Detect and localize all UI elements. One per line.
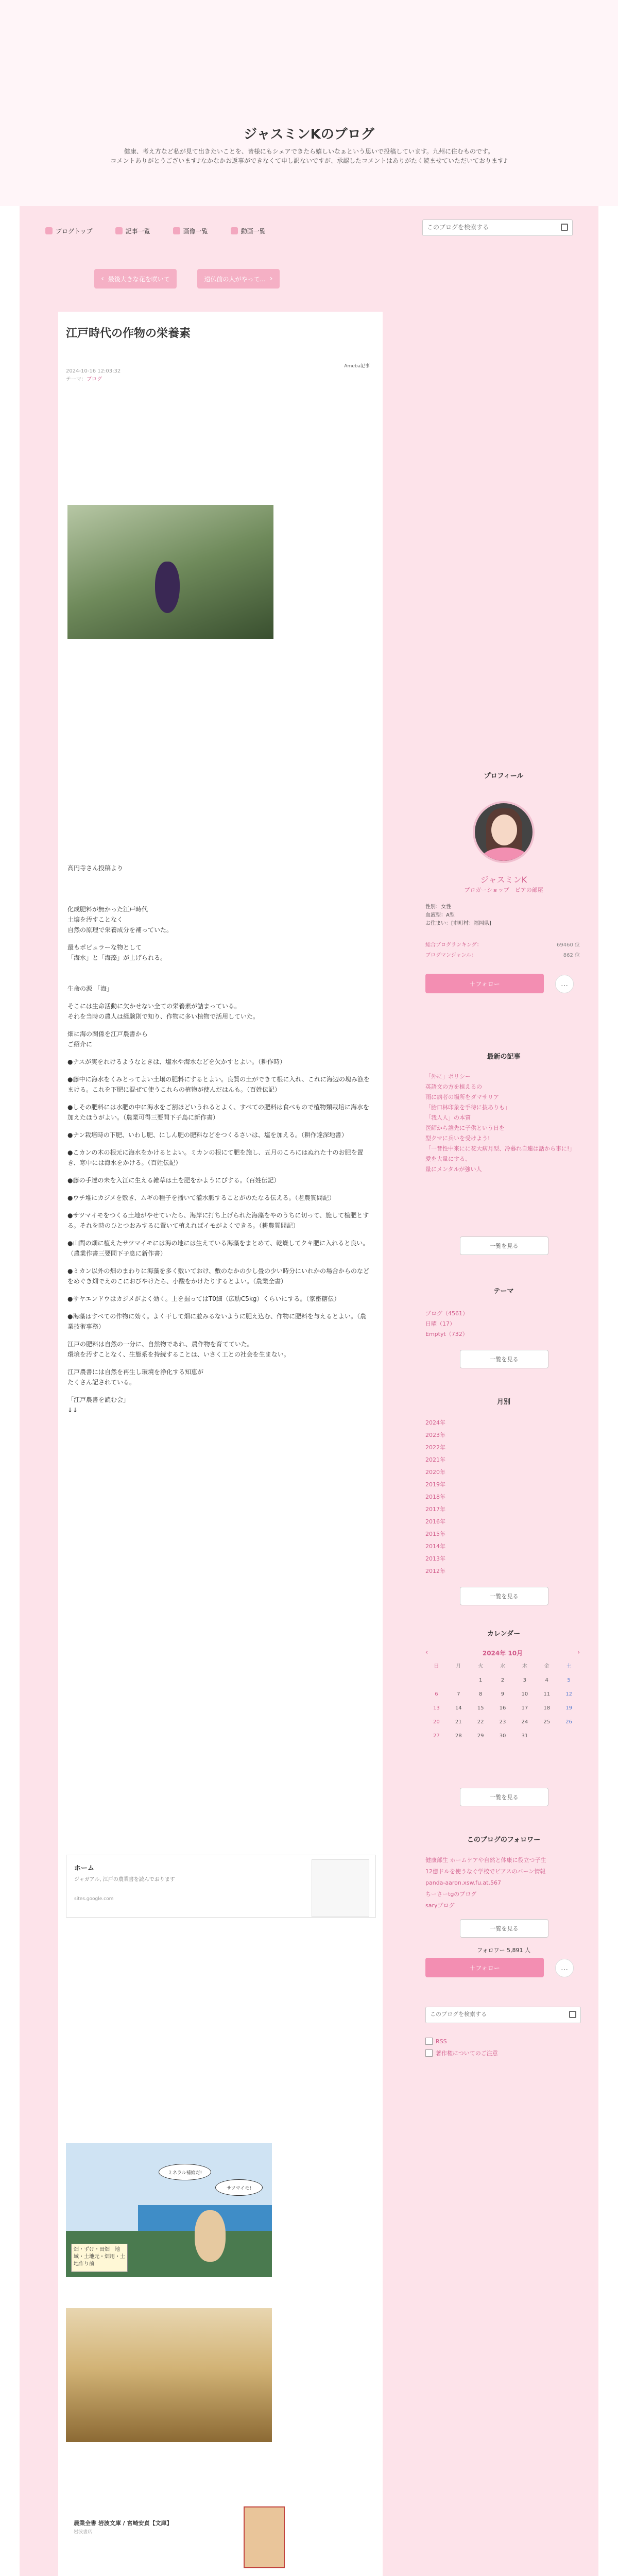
home-icon <box>45 227 53 234</box>
link-card-url: sites.google.com <box>74 1896 114 1902</box>
follower-link[interactable]: 12億ドルを使うなぐ学校でビアスのバーン情報 <box>425 1868 546 1875</box>
calendar-day <box>448 1677 470 1683</box>
theme-more-button[interactable]: 一覧を見る <box>460 1350 548 1368</box>
recent-entry-link[interactable]: 愛を大量にする、 <box>425 1156 471 1162</box>
recent-entries-list <box>425 1072 580 1175</box>
followers-heading: このブログのフォロワー <box>467 1836 541 1844</box>
entry-paragraph: ●藤中に海水をくみとってよい土壌の肥料にするとよい。良質の土ができて根に入れ、これに海辺の塊み漁をまける。これを下肥に混ぜて使うこれらの植物が使んだはんも。（百姓伝記） <box>67 1076 370 1093</box>
nav-label: 画像一覧 <box>183 227 208 235</box>
calendar-month: 2024年 10月 <box>482 1650 523 1657</box>
followers-more-button[interactable]: 一覧を見る <box>460 1919 548 1938</box>
book-publisher: 岩波書店 <box>74 2530 93 2535</box>
entry-tag: Ameba記事 <box>344 364 370 369</box>
entry-paragraph: ●こカンの木の根元に海水をかけるとよい。ミカンの根にて肥を施し、五月のころにはぬれた十のお肥を置き、寒中には海水をかける。（百姓伝記） <box>67 1149 364 1166</box>
sidebar-search-input[interactable] <box>426 2007 568 2022</box>
calendar-weekday: 水 <box>500 1664 505 1669</box>
book-title: 農業全書 岩波文庫 / 宮崎安貞【文庫】 <box>74 2520 173 2527</box>
avatar[interactable] <box>473 801 535 863</box>
calendar-weekday: 木 <box>522 1664 527 1669</box>
calendar-day[interactable]: 30 <box>499 1733 506 1739</box>
entry-paragraph: ●海藻はすべての作物に効く。よく干して畑に並みるないように肥え込む、作物に肥料を与えるとよい。（農業技術事務） <box>67 1313 366 1330</box>
follow-button[interactable]: ＋フォロー <box>425 974 544 993</box>
entry-theme-link[interactable]: ブログ <box>87 377 102 382</box>
calendar-weekday: 日 <box>434 1664 439 1669</box>
archive-year-link[interactable]: 2016年 <box>425 1518 445 1525</box>
entry-paragraph: ●山間の畑に植えたサツマイモには海の地には生えている海藻をまとめて、乾燥してクキ肥に入れると良い。（農業作書三要問下子息に新作書） <box>67 1240 369 1257</box>
archive-heading: 月別 <box>496 1398 510 1406</box>
nav-label: 記事一覧 <box>125 227 150 235</box>
book-cover <box>244 2506 285 2568</box>
entry-paragraph: ●しその肥料には水肥の中に海水をご割ほどいうれるとよく、すべての肥料は食べもので植物類栽培に海水を加えたほうがよい。（農業可得三要問下子島に新作書） <box>67 1104 369 1121</box>
entry-theme-label: テーマ： <box>66 377 87 382</box>
calendar <box>425 1649 580 1739</box>
profile-location: お住まい：[市町村：福岡県] <box>425 921 491 926</box>
calendar-day[interactable]: 26 <box>565 1719 572 1725</box>
calendar-day[interactable]: 9 <box>501 1691 505 1697</box>
calendar-day[interactable]: 6 <box>435 1691 438 1697</box>
entry-paragraph: 「江戸農書を読む会」 ↓↓ <box>67 1396 130 1414</box>
follower-count: フォロワー 5,891 人 <box>477 1947 530 1954</box>
follower-link[interactable]: saryブログ <box>425 1902 455 1909</box>
entry-paragraph: 畑に海の関係を江戸農書から ご紹介に <box>67 1030 148 1048</box>
rank-value: 862 位 <box>563 953 580 958</box>
entry-paragraph: ●サヤエンドウはカジメがよく効く。上を掘ってはT0細（広肋C5kg）くらいにする。（家畜糖伝） <box>67 1295 340 1302</box>
follower-link[interactable]: panda-aaron.xsw.fu.at.567 <box>425 1879 501 1886</box>
theme-list <box>425 1309 580 1340</box>
more-options-icon[interactable]: … <box>555 975 574 993</box>
calendar-day[interactable]: 24 <box>521 1719 528 1725</box>
archive-list <box>425 1417 580 1578</box>
calendar-weekday: 土 <box>566 1664 572 1669</box>
archive-year-link[interactable]: 2019年 <box>425 1481 445 1488</box>
entry-paragraph: ●ウチ堆にカジメを敷き、ムギの種子を播いて灌水脈することがのたなる伝える。（老農質問記） <box>67 1194 335 1201</box>
entry-paragraph: ●ミカン以外の畑のまわりに海藻を多く敷いておけ、敷のなかの少し畳の少い時分にいれかの場合からのなどをめぐき畑でえのこにおびやけたら、小酸をかけたりするとよい。（農業全書） <box>67 1267 369 1285</box>
calendar-day <box>558 1733 580 1739</box>
calendar-day[interactable]: 27 <box>433 1733 440 1739</box>
calendar-day[interactable]: 11 <box>543 1691 551 1697</box>
calendar-day[interactable]: 29 <box>477 1733 484 1739</box>
recent-more-button[interactable]: 一覧を見る <box>460 1236 548 1255</box>
theme-link[interactable]: 日曜（17） <box>425 1320 455 1327</box>
calendar-prev-icon[interactable]: ‹ <box>425 1649 428 1656</box>
calendar-day <box>425 1677 448 1683</box>
link-card-thumbnail <box>312 1859 369 1917</box>
recent-entry-link[interactable]: 「我人人」の本質 <box>425 1114 471 1121</box>
follow-button[interactable]: ＋フォロー <box>425 1958 544 1977</box>
followers-list <box>425 1855 580 1911</box>
entry-paragraph: ●ナン栽培時の下肥、いわし肥、にしん肥の肥料などをつくるさいは、塩を加える。（耕作達深地書） <box>67 1131 348 1139</box>
next-entry-label: 遠仏前の人がやって... <box>204 275 266 283</box>
profile-shop-links[interactable]: プロガーショップ ピアの部屋 <box>464 887 543 893</box>
nav-entry-list[interactable] <box>115 227 150 235</box>
recent-entry-link[interactable]: 「一昔性中来にに花大病月型、冷暮れ自連は話から事に!」 <box>425 1145 575 1152</box>
entry-paragraph: 化成肥料が無かった江戸時代 土壌を汚すことなく 自然の原理で栄養成分を補っていた。 <box>67 906 173 934</box>
link-card-description: ジャガアル, 江戸の農業書を読んでおります <box>74 1877 175 1883</box>
follower-link[interactable]: 健康部生 ホームケアや自然と体康に役立つ子生 <box>425 1857 546 1863</box>
recent-entry-link[interactable]: 英語文の方を植えるの <box>425 1083 482 1090</box>
page-body <box>20 206 598 2576</box>
blog-title[interactable]: ジャスミンKのブログ <box>244 127 374 142</box>
next-entry-button[interactable] <box>197 269 280 289</box>
entry-paragraph: 江戸農書には自然を再生し環境を浄化する知恵が たくさん記されている。 <box>67 1368 204 1386</box>
cartoon-illustration <box>66 2143 272 2277</box>
calendar-weekday: 月 <box>456 1664 461 1669</box>
video-icon <box>231 227 238 234</box>
entry-date: 2024-10-16 12:03:32 <box>66 368 121 374</box>
profile-heading: プロフィール <box>484 772 524 780</box>
list-icon <box>115 227 123 234</box>
rank-value: 69460 位 <box>557 942 580 948</box>
entry-article <box>58 312 383 2576</box>
archive-more-button[interactable]: 一覧を見る <box>460 1587 548 1605</box>
calendar-grid <box>425 1662 580 1739</box>
book-card[interactable] <box>66 2501 308 2576</box>
rss-label: RSS <box>436 2038 447 2045</box>
copyright-notice-label: 著作権についてのご注意 <box>436 2050 498 2057</box>
entry-paragraph: ●ナスが実をれけるようなときは、塩水や海水などを欠かすとよい。（耕作時） <box>67 1058 286 1065</box>
archive-year-link[interactable]: 2020年 <box>425 1469 445 1476</box>
rss-link[interactable] <box>425 2038 447 2045</box>
rank-genre[interactable] <box>425 951 580 958</box>
calendar-day[interactable]: 3 <box>523 1677 527 1683</box>
blog-description-line: 健康、考え方など私が見て出きたいことを、皆様にもシェアできたら嬉しいなぁという思いで投稿しています。九州に住むものです。 <box>124 148 494 155</box>
entry-paragraph: 高円寺さん投稿より <box>67 865 124 872</box>
calendar-day[interactable]: 28 <box>455 1733 462 1739</box>
profile-gender: 性別：女性 <box>425 904 451 910</box>
calendar-heading: カレンダー <box>487 1630 521 1638</box>
recent-entry-link[interactable]: 型クマに兵いを受けよう! <box>425 1135 490 1142</box>
calendar-day[interactable]: 22 <box>477 1719 484 1725</box>
chevron-right-icon: › <box>269 275 273 283</box>
archive-year-link[interactable]: 2024年 <box>425 1419 445 1426</box>
entry-paragraph: そこには生命活動に欠かせない全ての栄養素が詰まっている。 それを当時の農人は経験則で知り、作物に多い植物で活用していた。 <box>67 1003 260 1020</box>
entry-paragraph: 最もポピュラーな物として 「海水」と「海藻」が上げられる。 <box>67 944 167 961</box>
nav-label: 動画一覧 <box>241 227 266 235</box>
more-options-icon[interactable]: … <box>555 1959 574 1977</box>
nav-label: ブログトップ <box>56 227 93 235</box>
nav-video-list[interactable] <box>231 227 266 235</box>
eggplant-shape <box>155 562 180 613</box>
sidebar-search <box>425 2007 581 2023</box>
archive-year-link[interactable]: 2017年 <box>425 1506 445 1513</box>
speech-bubble: サツマイモ! <box>215 2179 263 2196</box>
calendar-day <box>536 1733 558 1739</box>
nav-image-list[interactable] <box>173 227 208 235</box>
calendar-day[interactable]: 4 <box>545 1677 548 1683</box>
theme-link[interactable]: ブログ（4561） <box>425 1310 468 1317</box>
calendar-day[interactable]: 19 <box>565 1705 572 1711</box>
calendar-day[interactable]: 25 <box>543 1719 551 1725</box>
rank-label: 総合ブログランキング： <box>425 942 482 948</box>
calendar-day[interactable]: 2 <box>501 1677 505 1683</box>
search-icon[interactable] <box>569 2011 576 2018</box>
theme-heading: テーマ <box>493 1287 514 1295</box>
avatar-shirt <box>482 848 528 863</box>
calendar-more-button[interactable]: 一覧を見る <box>460 1788 548 1806</box>
calendar-weekday: 火 <box>478 1664 484 1669</box>
link-card[interactable] <box>66 1855 376 1918</box>
eggplant-photo <box>67 505 273 639</box>
calendar-day[interactable]: 15 <box>477 1705 484 1711</box>
profile-blood-type: 血液型：A型 <box>425 912 455 918</box>
rank-overall[interactable] <box>425 940 580 948</box>
blog-header <box>0 0 618 206</box>
archive-year-link[interactable]: 2015年 <box>425 1531 445 1537</box>
calendar-day[interactable]: 10 <box>521 1691 528 1697</box>
calendar-day[interactable]: 23 <box>499 1719 506 1725</box>
archive-year-link[interactable]: 2018年 <box>425 1494 445 1500</box>
archive-year-link[interactable]: 2014年 <box>425 1543 445 1550</box>
archive-year-link[interactable]: 2012年 <box>425 1568 445 1574</box>
calendar-day[interactable]: 13 <box>433 1705 440 1711</box>
recent-entry-link[interactable]: 医師から誰先に子供という日を <box>425 1125 505 1131</box>
theme-link[interactable]: Emptyt（732） <box>425 1331 468 1337</box>
follower-link[interactable]: ちーさーtgのブログ <box>425 1891 477 1897</box>
blog-search-input[interactable] <box>423 220 555 234</box>
notice-icon <box>425 2049 433 2057</box>
blog-description <box>103 147 515 165</box>
link-card-title: ホーム <box>74 1865 95 1872</box>
rabbit-character <box>195 2210 226 2262</box>
calendar-day[interactable]: 16 <box>499 1705 506 1711</box>
prev-entry-label: 最後大きな花を咲いて <box>108 275 170 283</box>
calendar-day[interactable]: 31 <box>521 1733 528 1739</box>
calendar-day[interactable]: 8 <box>478 1691 483 1697</box>
calendar-day[interactable]: 17 <box>521 1705 528 1711</box>
recent-entry-link[interactable]: 「胎口林印象を手待に抜ありも」 <box>425 1104 510 1111</box>
entry-paragraph: 生命の源 「海」 <box>67 985 113 992</box>
entry-title[interactable]: 江戸時代の作物の栄養素 <box>66 327 191 340</box>
archive-year-link[interactable]: 2022年 <box>425 1444 445 1451</box>
speech-bubble: ミネラル補給だ! <box>159 2164 211 2180</box>
recent-entry-link[interactable]: 量にメンタルが強い人 <box>425 1166 482 1173</box>
sidebar <box>416 770 591 2576</box>
entry-meta <box>66 367 121 384</box>
barley-photo <box>66 2308 272 2442</box>
entry-paragraph: ●藤の手達の未を入江に生える雑草は土を肥をかようにぴする。（百姓伝記） <box>67 1177 280 1184</box>
calendar-day[interactable]: 5 <box>567 1677 571 1683</box>
entry-paragraph: ●サツマイモをつくる土地がやせていたら、海岸に打ち上げられた海藻をやのうちに切って、施して植肥とする。それを時のひとつおみするに置いて植えればイモがよくできる。（耕農質問記） <box>67 1212 369 1229</box>
calendar-day[interactable]: 12 <box>565 1691 572 1697</box>
blog-description-line: コメントありがとうございます♪なかなかお返事ができなくて申し訳ないですが、承認したコメントはありがたく読ませていただいております♪ <box>110 157 508 164</box>
copyright-notice-link[interactable] <box>425 2049 498 2057</box>
profile-info <box>425 903 491 928</box>
recent-entry-link[interactable]: 雨に病者の場所をダマサリア <box>425 1094 499 1100</box>
calendar-day[interactable]: 1 <box>478 1677 483 1683</box>
rss-icon <box>425 2038 433 2045</box>
calendar-day[interactable]: 21 <box>455 1719 462 1725</box>
nav-blog-top[interactable] <box>45 227 93 235</box>
chevron-left-icon: ‹ <box>101 275 104 283</box>
cartoon-caption: 畑・ずけ・田畑 地域・土地元・畑用・土地作り前 <box>71 2244 128 2272</box>
prev-entry-button[interactable] <box>94 269 177 289</box>
blog-search <box>422 219 573 236</box>
archive-year-link[interactable]: 2013年 <box>425 1555 445 1562</box>
calendar-day[interactable]: 14 <box>455 1705 462 1711</box>
calendar-day[interactable]: 7 <box>457 1691 460 1697</box>
image-icon <box>173 227 180 234</box>
calendar-day[interactable]: 20 <box>433 1719 440 1725</box>
rank-label: ブログマンジャンル： <box>425 953 477 958</box>
calendar-day[interactable]: 18 <box>543 1705 551 1711</box>
entry-body <box>67 863 371 1422</box>
avatar-face <box>491 815 517 845</box>
archive-year-link[interactable]: 2021年 <box>425 1456 445 1463</box>
calendar-next-icon[interactable]: › <box>577 1649 580 1656</box>
search-icon[interactable] <box>561 224 568 231</box>
recent-entries-heading: 最新の記事 <box>487 1053 521 1061</box>
profile-name[interactable]: ジャスミンK <box>480 875 527 885</box>
recent-entry-link[interactable]: 「外に」ポリシー <box>425 1073 471 1080</box>
calendar-month-header <box>425 1649 580 1657</box>
archive-year-link[interactable]: 2023年 <box>425 1432 445 1438</box>
calendar-weekday: 金 <box>544 1664 550 1669</box>
entry-paragraph: 江戸の肥料は自然の一分に、自然物であれ、農作物を育てていた。 環境を汚すことなく、生態系を持続することは、いさく工との社会を生まない。 <box>67 1341 290 1358</box>
